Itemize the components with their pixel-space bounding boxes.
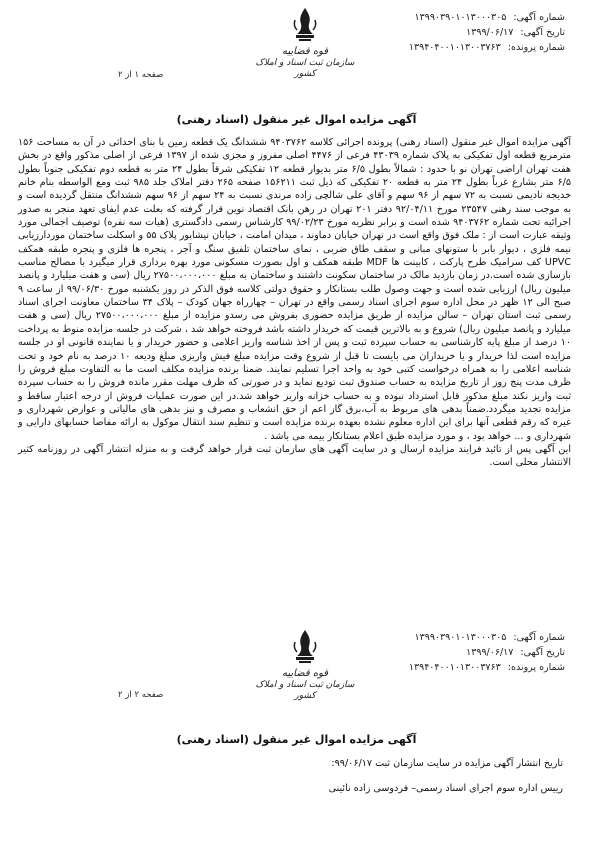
notice-title-page2: آگهی مزایده اموال غیر منقول (اسناد رهنی) (176, 733, 417, 746)
publish-date-line: تاریخ انتشار آگهی مزایده در سایت سازمان ثبت ۹۹/۰۶/۱۷: (331, 758, 563, 769)
file-number-value: ۱۳۹۴۰۴۰۰۱۰۱۳۰۰۳۷۶۳ (408, 42, 501, 53)
emblem-org-line1: قوه قضاییه (281, 668, 329, 679)
notice-date-label: تاریخ آگهی: (520, 647, 565, 658)
notice-footer (120, 756, 563, 796)
file-number-label: شماره پرونده: (507, 42, 565, 53)
notice-closing-paragraph: این آگهی پس از تائید فرایند مزایده ارسال و در سایت آگهی های سازمان ثبت قرار خواهد گرفت و به منزله انتشار آگهی در روزنامه کثیر الانتشار محلی است. (18, 443, 571, 469)
file-number-value: ۱۳۹۴۰۴۰۰۱۰۱۳۰۰۳۷۶۳ (408, 662, 501, 673)
notice-meta-block (409, 10, 565, 55)
notice-number-row (409, 10, 565, 25)
page-number: صفحه ۱ از ۲ (118, 70, 164, 80)
notice-number-value: ۱۳۹۹۰۳۹۰۱۰۱۳۰۰۰۳۰۵ (414, 12, 507, 23)
notice-body (18, 136, 571, 470)
emblem-org-line2: سازمان ثبت اسناد و املاک کشور (255, 58, 355, 79)
emblem-icon (291, 6, 319, 42)
emblem-org-line1: قوه قضاییه (281, 46, 329, 57)
judiciary-emblem-page2 (255, 628, 355, 702)
notice-body-paragraph: آگهی مزایده اموال غیر منقول (اسناد رهنی) پرونده اجرائی کلاسه ۹۴۰۳۷۶۲ ششدانگ یک قطعه زمین با بنای احداثی در آن به مساحت ۱۵۶ مترمربع قطعه اول تفکیکی به پلاک شماره ۴۳۰۳۹ فرعی از ۴۴۷۶ اصلی مفروز و مجزی شده از ۱۳۹۷ فرعی از اصلی مذکور واقع در بخش هفت تهران اراضی تهران نو با حدود : شمالاً بطول ۶/۵ متر بدیوار قطعه ۱۲ تفکیکی شرقاً بطول ۲۴ متر به قطعه دوم تفکیکی جنوباً بطول ۶/۵ متر بشارع غرباً بطول ۲۴ متر به قطعه ۲۰ تفکیکی که ذیل ثبت ۱۵۶۲۱۱ صفحه ۲۶۵ دفتر املاک جلد ۹۸۵ ثبت ومع الواسطه بنام خانم خدیجه نادیمی نسبت به ۷۲ سهم از ۹۶ سهم و آقای علی شالچی زاده مرندی نسبت به ۲۴ سهم از ۹۶ سهم ششدانگ منتقل گردیده است و به موجب سند رهنی ۲۳۵۴۷ مورخ ۹۲/۰۴/۱۱ دفتر ۲۰۱ تهران در رهن بانک اقتصاد نوین قرار گرفته که بعلت عدم ایفای تعهد منجر به صدور اجرائیه تحت شماره ۹۴۰۳۷۶۲ شده است و برابر نظریه مورخ ۹۹/۰۲/۲۳ کارشناس رسمی دادگستری (هیات سه نفره) توصیف اجمالی مورد وثیقه عبارت است از : ملک فوق واقع است در تهران خیابان دماوند ، میدان امامت ، خیابان نیشابور پلاک ۵۵ و اسکلت ساختمان موردارزیابی نیمه فلزی ، دیوار بابر با ستونهای مبانی و سقف طاق ضربی ، نمای ساختمان تلفیق سنگ و آجر ، پنجره ها فلزی و پنجره طبقه همکف UPVC کف سرامیک طرح پارکت ، کابینت ها MDF طبقه همکف و اول بصورت مسکونی مورد بهره برداری قرار میگیرد با مصالح مناسب بازسازی شده است.در زمان بازدید مالک در ساختمان سکونت داشتند و ساختمان به مبلغ ۲۷۵۰۰،۰۰۰،۰۰۰ ریال (سی و هفت میلیارد و پانصد میلیون ریال) ارزیابی شده است و جهت وصول طلب بستانکار و حقوق دولتی کلاسه فوق الذکر در روز یکشنبه مورخ ۹۹/۰۶/۳۰ از ساعت ۹ صبح الی ۱۲ ظهر در محل اداره سوم اجرای اسناد رسمی واقع در تهران – چهارراه جهان کودک – پلاک ۳۴ ساختمان معاونت اجرای اسناد رسمی ثبت استان تهران – سالن مزایده از طریق مزایده حضوری بفروش می رسدو مزایده از مبلغ ۲۷۵۰۰،۰۰۰،۰۰۰ ریال (سی و هفت میلیارد و پانصد میلیون ریال) شروع و به بالاترین قیمت که خریدار داشته باشد فروخته خواهد شد ، شرکت در جلسه مزایده منوط به پرداخت ۱۰ درصد از مبلغ پایه کارشناسی به حساب سپرده ثبت و پس از اخذ شناسه واریز اعلامی و حضور خریدار و یا نماینده قانونی او در جلسه مزایده است لذا خریدار و یا خریداران می بایست تا قبل از شروع وقت مزایده مبلغ فیش واریزی مبلغ ودیعه ۱۰ درصد به نام خود و تحت شناسه اعلامی را به همراه درخواست کتبی خود به واحد اجرا تسلیم نمایند. ضمنا برنده مزایده مکلف است ما به التفاوت مبلغ فروش را ظرف مدت پنج روز از تاریخ مزایده به حساب صندوق ثبت تودیع نماید و در صورتی که ظرف مهلت مقرر مانده فروش را به حساب سپرده ثبت واریز نکند مبلغ مذکور قابل استرداد نبوده و به حساب خزانه واریز خواهد شد.در این صورت عملیات فروش از درجه اعتبار ساقط و مزایده تجدید میگردد.ضمناً بدهی های مربوط به آب،برق گاز اعم از حق انشعاب و مصرف و نیز بدهی های مالیاتی و عوارض شهرداری و غیره که رقم قطعی آنها برای این اداره معلوم نشده بعهده برنده مزایده است و تنظیم سند انتقال موکول به ارائه مفاصا حسابهای دارایی و شهرداری و ... خواهد بود ، و مورد مزایده طبق اعلام بستانکار بیمه می باشد . (18, 137, 572, 442)
file-number-row (409, 40, 565, 55)
notice-number-row-page2 (409, 630, 565, 645)
notice-date-row-page2 (409, 645, 565, 660)
notice-title: آگهی مزایده اموال غیر منقول (اسناد رهنی) (176, 113, 417, 126)
signature-line: رییس اداره سوم اجرای اسناد رسمی– فردوسی زاده نائینی (328, 783, 563, 794)
notice-number-value: ۱۳۹۹۰۳۹۰۱۰۱۳۰۰۰۳۰۵ (414, 632, 507, 643)
notice-date-row (409, 25, 565, 40)
emblem-org-line2: سازمان ثبت اسناد و املاک کشور (255, 680, 355, 701)
notice-number-label: شماره آگهی: (513, 632, 565, 643)
notice-meta-block-page2 (409, 630, 565, 675)
judiciary-emblem (255, 6, 355, 80)
notice-date-label: تاریخ آگهی: (520, 27, 565, 38)
file-number-row-page2 (409, 660, 565, 675)
page-number-page2: صفحه ۲ از ۲ (118, 690, 164, 700)
notice-date-value: ۱۳۹۹/۰۶/۱۷ (466, 27, 514, 38)
file-number-label: شماره پرونده: (507, 662, 565, 673)
notice-number-label: شماره آگهی: (513, 12, 565, 23)
notice-date-value: ۱۳۹۹/۰۶/۱۷ (466, 647, 514, 658)
emblem-icon (291, 628, 319, 664)
